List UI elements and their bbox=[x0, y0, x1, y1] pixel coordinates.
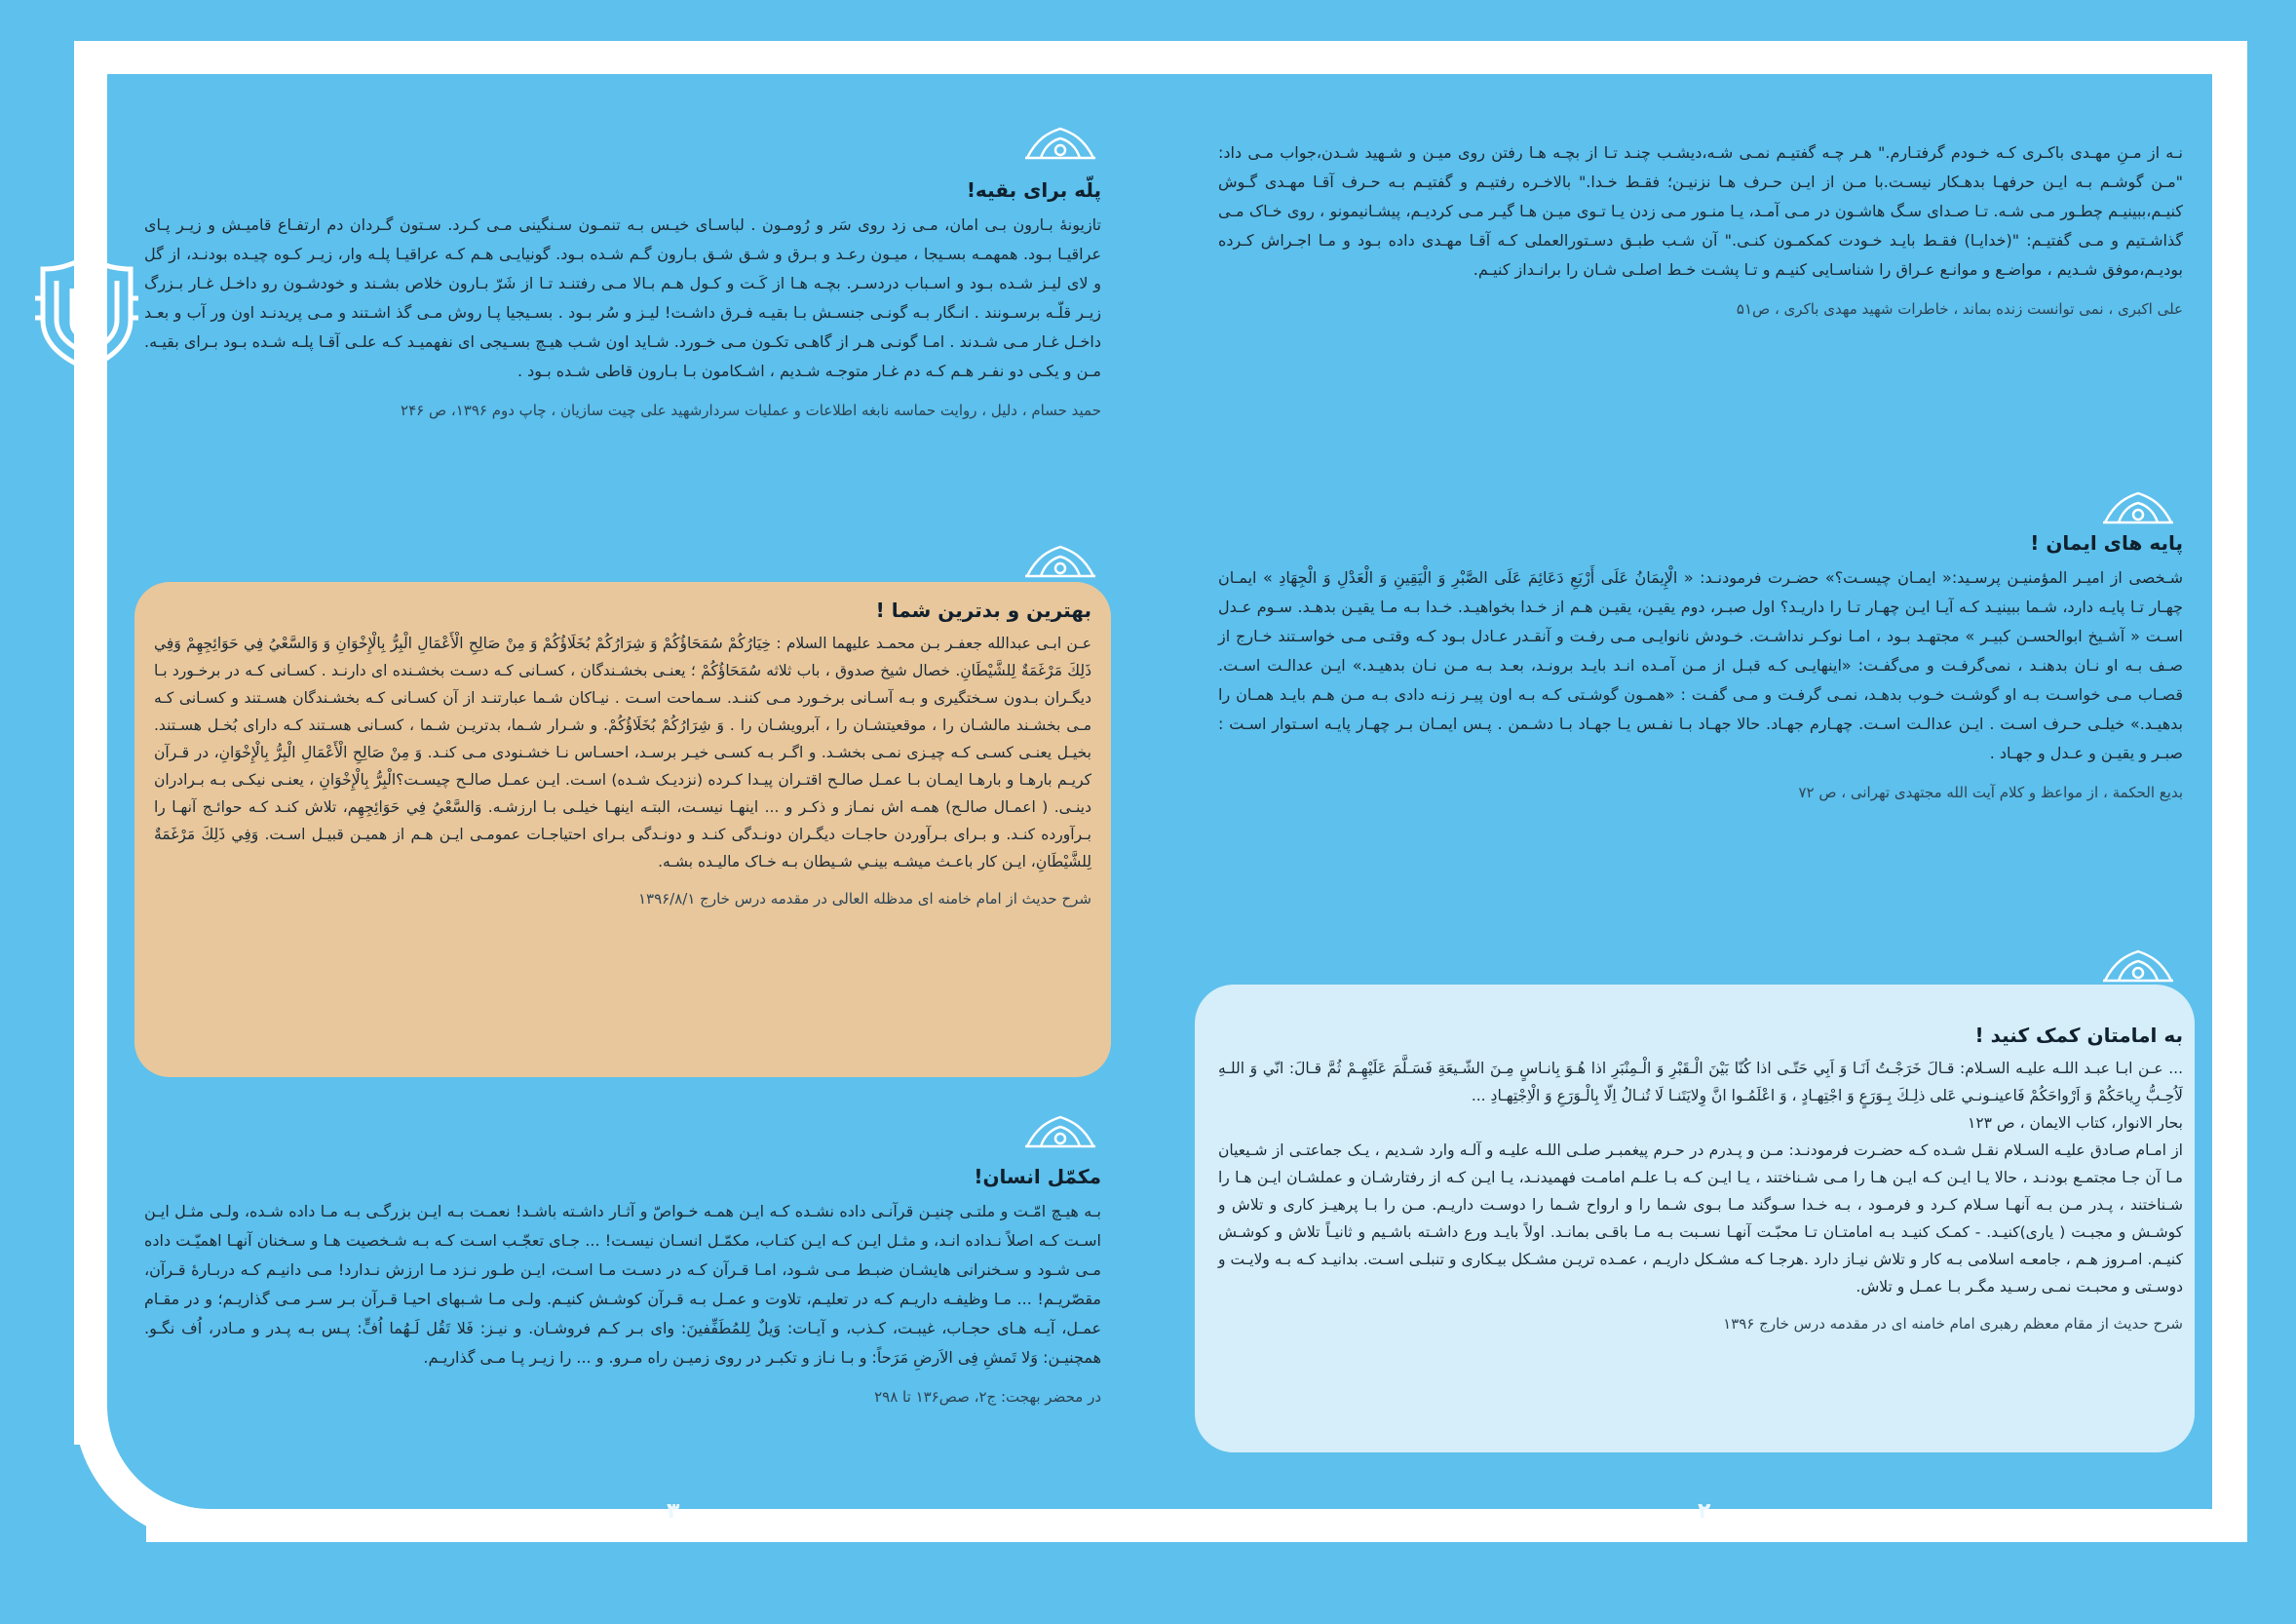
section-source: بدیع الحکمة ، از مواعظ و کلام آیت الله مجتهدی تهرانی ، ص ۷۲ bbox=[1798, 784, 2183, 801]
floral-ornament-icon bbox=[1023, 125, 1097, 160]
section-body: نـه از مـنِ مهـدی باکـری کـه خـودم گرفتـارم." هـر چـه گفتیـم نمـی شـه،دیشـب چنـد تـا از بچـه هـا رفتن روی میـن و شـهید شـدن،جواب مـی داد: "مـن گوشـم بـه ایـن حرفهـا بدهـکار نیسـت.با مـن از ایـن حـرف هـا نزنیـن؛ فقـط خـدا." بالاخـره رفتیـم و گفتیـم بـه حـرف آقـا مهـدی گـوش کنیـم،ببینیـم چطـور مـی شـه. تـا صـدای سـگ هاشـون در مـی آمـد، یـا منـور مـی زدن یـا تـوی میـن هـا گیـر مـی کردیـم، پیشـانیمونو ، روی خـاک مـی گذاشـتیم و مـی گفتیـم: "(خدایـا) فقـط بایـد خـودت کمکمـون کنـی." آن شـب طبـق دسـتورالعملی کـه آقـا مهـدی داده بـود و مـا اجـراش کـرده بودیـم،موفق شـدیم ، مواضـع و موانـع عـراق را شناسـایی کنیـم و تـا پشـت خـط اصلـی شـان را برانـداز کنیـم. bbox=[1218, 143, 2183, 279]
section-source: حمید حسام ، دلیل ، روایت حماسه نابغه اطلاعات و عملیات سردارشهید علی چیت سازیان ، چاپ دوم ۱۳۹۶، ص ۲۴۶ bbox=[401, 402, 1101, 419]
page-number-right: ۲ bbox=[1698, 1499, 1711, 1524]
right-section-help-imam bbox=[1218, 1022, 2183, 1337]
section-title: مکمّل انسان! bbox=[974, 1165, 1101, 1188]
section-source: شرح حدیث از مقام معظم رهبری امام خامنه ای در مقدمه درس خارج ۱۳۹۶ bbox=[1723, 1315, 2183, 1333]
floral-ornament-icon bbox=[1023, 1113, 1097, 1148]
section-source: علی اکبری ، نمی توانست زنده بماند ، خاطرات شهید مهدی باکری ، ص۵۱ bbox=[1736, 300, 2183, 318]
floral-ornament-icon bbox=[2101, 947, 2175, 983]
section-title: پلّه برای بقیه! bbox=[966, 178, 1101, 202]
left-section-complement bbox=[144, 1162, 1101, 1411]
frame-bottom bbox=[146, 1509, 2247, 1542]
section-title: به امامتان کمک کنید ! bbox=[1974, 1024, 2183, 1047]
left-section-bridge bbox=[144, 175, 1101, 425]
section-body: شـخصی از امیـر المؤمنیـن پرسـید:« ایمـان چیسـت؟» حضـرت فرمودنـد: « الْإِيمَانُ عَلَى أَرْبَعِ دَعَائِمَ عَلَى الصَّبْرِ وَ الْيَقِينِ وَ الْعَدْلِ وَ الْجِهَادِ » ایمـان چهـار تـا پایـه دارد، شـما ببینیـد کـه آیـا ایـن چهـار تـا را داریـد؟ اول صبـر، دوم یقیـن، یقیـن هـم از خـدا بخواهیـد. خـدا بـه مـا یقیـن بدهـد. سـوم عـدل اسـت « آشـیخ ابوالحسـن کبیـر » مجتهـد بـود ، امـا نوکـر نداشـت. خـودش نانوایـی مـی رفـت و آنقـدر عـادل بـود کـه وقتـی مـی خواسـتند خـارج از صـف بـه او نـان بدهنـد ، نمی‌گرفـت و می‌گفـت: «اینهایـی کـه قبـل از مـن آمـده انـد بایـد برونـد، بعـد بـه مـن نـان بدهیـد.» ایـن عدالـت اسـت. قصـاب مـی خواسـت بـه او گوشـت خـوب بدهـد، نمـی گرفـت و مـی گفـت : «همـون گوشـتی کـه بـه اون پیـر زنـه دادی بـه مـن هـم بایـد همـان را بدهیـد.» خیلـی حـرف اسـت . ایـن عدالـت اسـت. چهـارم جهـاد. حالا جهـاد بـا نفـس یـا جهـاد بـا دشـمن . پـس ایمـان بـر چهـار پایـه اسـتوار اسـت : صبـر و یقیـن و عـدل و جهـاد . bbox=[1218, 568, 2183, 762]
section-body: بـه هیـچ امّـت و ملتـی چنیـن قرآنـی داده نشـده کـه ایـن همـه خـواصّ و آثـار داشـته باشـد! نعمـت بـه ایـن بزرگـی بـه مـا داده شـده، ولـی مثـل ایـن اسـت کـه اصلاً نـداده انـد، و مثـل ایـن کـه ایـن کتـاب، مکمّـل انسـان نیسـت! ... جـای تعجّـب اسـت کـه بـه شـخصیت هـا و سـخنان آنهـا اهمیّـت داده مـی شـود و سـخنرانی هایشـان ضبـط مـی شـود، امـا قـرآن کـه در دسـت مـا اسـت، ایـن طـور نـزد مـا ارزش نـدارد! مـی دانیـم کـه دربـارهٔ قـرآن، مقصّریـم! ... مـا وظیفـه داریـم کـه در تعلیـم، تلاوت و عمـل بـه قـرآن کوشـش کنیـم. ولـی مـا شـبهای احیـا قـرآن بـر سـر مـی گذاریـم؛ و در مقـام عمـل، آیـه هـای حجـاب، غیبـت، کـذب، و آیـات: وَيلٌ لِلمُطَفِّفينَ: وای بـر کـم فروشـان. و نیـز: فَلا تَقُل لَـهُما اُفٍّ: پـس بـه پـدر و مـادر، اُف نگـو. همچنیـن: وَلا تَمشِ فِی الاَرضِ مَرَحاً: و بـا نـاز و تکبـر در روی زمیـن راه مـرو. و ... را زیـر پـا مـی گذاریـم. bbox=[144, 1202, 1101, 1367]
hadith-source: بحار الانوار، کتاب الایمان ، ص ۱۲۳ bbox=[1968, 1114, 2183, 1132]
section-source: شرح حدیث از امام خامنه ای مدظله العالی در مقدمه درس خارج ۱۳۹۶/۸/۱ bbox=[637, 890, 1091, 908]
publication-logo-icon bbox=[29, 230, 144, 376]
section-source: در محضر بهجت: ج۲، صص۱۳۶ تا ۲۹۸ bbox=[874, 1388, 1101, 1406]
section-body: از امـام صـادق علیـه السـلام نقـل شـده کـه حضـرت فرمودنـد: مـن و پـدرم در حـرم پیغمبـر صلـی اللـه علیـه و آلـه وارد شـدیم ، یـک جماعتـی از شـیعیان مـا آن جـا مجتمـع بودنـد ، حالا یـا ایـن کـه ایـن هـا را مـی شـناختند ، یـا ایـن کـه بـا علـم امامـت فهمیدنـد، یـا ایـن کـه از رفتارشـان و عملشـان ایـن هـا را شـناختند ، پـدر مـن بـه آنهـا سـلام کـرد و فرمـود ، بـه خـدا سـوگند مـا بـوی شـما را و ارواح شـما را دوسـت داریـم. مـن را بـا پرهیـز کاری و تلاش و کوشـش و مجبـت ( یاری)کنیـد. - کمـک کنیـد بـه امامتـان تـا محبّـت آنهـا نسـبت بـه مـا باقـی بمانـد. اولاً بایـد ورع داشـته باشـیم و ثانیـاً تلاش و کوشـش کنیـم. امـروز هـم ، جامعـه اسلامی بـه کار و تلاش نیـاز دارد .هرجـا کـه مشـکل داریـم ، عمـده تریـن مشـکل بیـکاری و تنبلـی اسـت. بدانیـد کـه بـه ولایـت و دوسـتی و محبـت نمـی رسـید مگـر بـا عمـل و تلاش. bbox=[1218, 1141, 2183, 1295]
frame-right bbox=[2212, 41, 2247, 1542]
hadith-text: ... عـن ابـا عبـد اللـه علیـه السـلام: قـالَ خَرَجْـتُ اَنَـا وَ اَبِي حَتّـى اذا كُنّا بَيْنَ الْـقَبْرِ وَ الْـمِنْبَرِ اذا هُـوَ بِانـاسٍ مِـنَ الشّـيعَةِ فَسَـلَّمَ عَلَيْهِـمْ ثُمَّ قـالَ: انّي وَ اللـهِ لَاُحِـبُّ رِياحَكُمْ وَ اَرْواحَكُمْ فَاعينـونـي عَلى ذلِـكَ بِـوَرَعٍ وَ اجْتِهـادٍ ، وَ اعْلَمُـوا انَّ وِلايَتَنـا لَا تُنـالُ اِلّا بِالْـوَرَعِ وَ الْاِجْتِهـادِ ... bbox=[1218, 1060, 2183, 1104]
section-title: پایه های ایمان ! bbox=[2030, 531, 2183, 555]
sidebar-title: نشریه معرفتی بصیرتی دوره نسخه نجات بخش bbox=[74, 490, 96, 913]
section-body: تازیونهٔ بـارون بـی امان، مـی زد روی سَر و رُومـون . لباسـای خیـس بـه تنمـون سـنگینی مـی کـرد. سـتون گـردان دم ارتفـاع قامیـش و زیـر پـای عراقیـا بـود. همهمـه بسـیجا ، میـون رعـد و بـرق و شـق شـق بـارون گـم شـده بـود. گونیایـی هـم کـه عراقیـا پلـه وار، زیـر کـوه چیـده بودنـد، از گل و لای لیـز شـده بـود و اسـباب دردسـر. بچـه هـا از کَـت و کـول هـم بـالا مـی رفتنـد تـا از شَرّ بـارون خلاص بشـند و خودشـون رو داخـل غـار بـزرگ زیـر قلّـه برسـونند . انـگار بـه گونـی جنسـش بـا بقیـه فـرق داشـت! لیـز و سُر بـود . بسـیجیا پـا روش مـی گذ اشـتند و مـی پریدنـد اون ور آب و بعـد داخـل غـار مـی شـدند . امـا گونـی هـر از گاهـی تکـون مـی خـورد. شـاید اون شـب هیـچ بسـیجی ای نفهمیـد کـه علـی آقـا پلـه شـده بـود بـرای بقیـه. مـن و یکـی دو نفـر هـم کـه دم غـار متوجـه شـدیم ، اشـکامون بـا بـارون قاطی شـده بـود . bbox=[144, 215, 1101, 380]
floral-ornament-icon bbox=[2101, 489, 2175, 524]
right-section-pillars bbox=[1218, 528, 2183, 807]
page-number-left: ۳ bbox=[667, 1499, 680, 1524]
right-section-memoir bbox=[1218, 138, 2183, 324]
left-section-best-worst bbox=[154, 597, 1091, 912]
floral-ornament-icon bbox=[1023, 543, 1097, 578]
frame-top bbox=[74, 41, 2247, 74]
section-body: عـن ابـی عبدالله جعفـر بـن محمـد علیهما السلام : خِيَارُكُمْ سُمَحَاؤُكُمْ وَ شِرَارُكُمْ بُخَلَاؤُكُمْ وَ مِنْ صَالِحِ الْأَعْمَالِ الْبِرُّ بِالْإِخْوَانِ وَ وَالسَّعْيُ فِي حَوَائِجِهِمْ وَفِي ذَلِكَ مَرْغَمَةٌ لِلشَّيْطَانِ. خصال شیخ صدوق ، باب ثلاثه سُمَحَاؤُكُمْ ؛ یعنـی بخشـندگان ، کسـانی کـه دسـت بخشـنده ای دارنـد . کسـانی کـه در برخـورد بـا دیگـران بـدون سـختگیری و بـه آسـانی برخـورد مـی کننـد. سـماحت اسـت . نیـاکان شـما عبارتنـد از آن کسـانی کـه بخشـندگان هسـتند و کسـانی کـه مـی بخشـند مالشـان را ، موقعیتشـان را ، آبرویشـان را . وَ شِرَارُكُمْ بُخَلَاؤُكُمْ. و شـرار شـما، بدتریـن شـما ، کسـانی هسـتند کـه دارای بُخـل هسـتند. بخیـل یعنـی کسـی کـه چیـزی نمـی بخشـد. و اگـر بـه کسـی خیـر برسـد، احسـاس نـا خشـنودی مـی کنـد. وَ مِنْ صَالِحِ الْأَعْمَالِ الْبِرُّ بِالْإِخْوَانِ، در قـرآن کریـم بارهـا و بارهـا ایمـان بـا عمـل صالـح اقتـران پیـدا کـرده (نزدیـک شـده) اسـت. ایـن عمـل صالـح چیسـت؟الْبِرُّ بِالْإِخْوَانِ ، یعنـی نیکـی بـه بـرادران دینـی. ( اعمـال صالـح) همـه اش نمـاز و ذکـر و ... اینهـا نیسـت، البتـه اینهـا خیلـی بـا ارزشـه. وَالسَّعْيُ فِي حَوَائِجِهِم، تلاش کنـد کـه حوائـج آنهـا را بـرآورده کنـد. و بـرای بـرآوردن حاجـات دیگـران دونـدگی کنـد و دونـدگی بـرای احتیاجـات عمومـی ایـن هـم از همیـن قبیـل اسـت. وَفِي ذَلِكَ مَرْغَمَةٌ لِلشَّيْطَانِ، ایـن کار باعـث میشـه بینـي شـیطان بـه خـاک مالیـده بشـه. bbox=[154, 635, 1091, 870]
section-title: بهترین و بدترین شما ! bbox=[875, 599, 1091, 622]
